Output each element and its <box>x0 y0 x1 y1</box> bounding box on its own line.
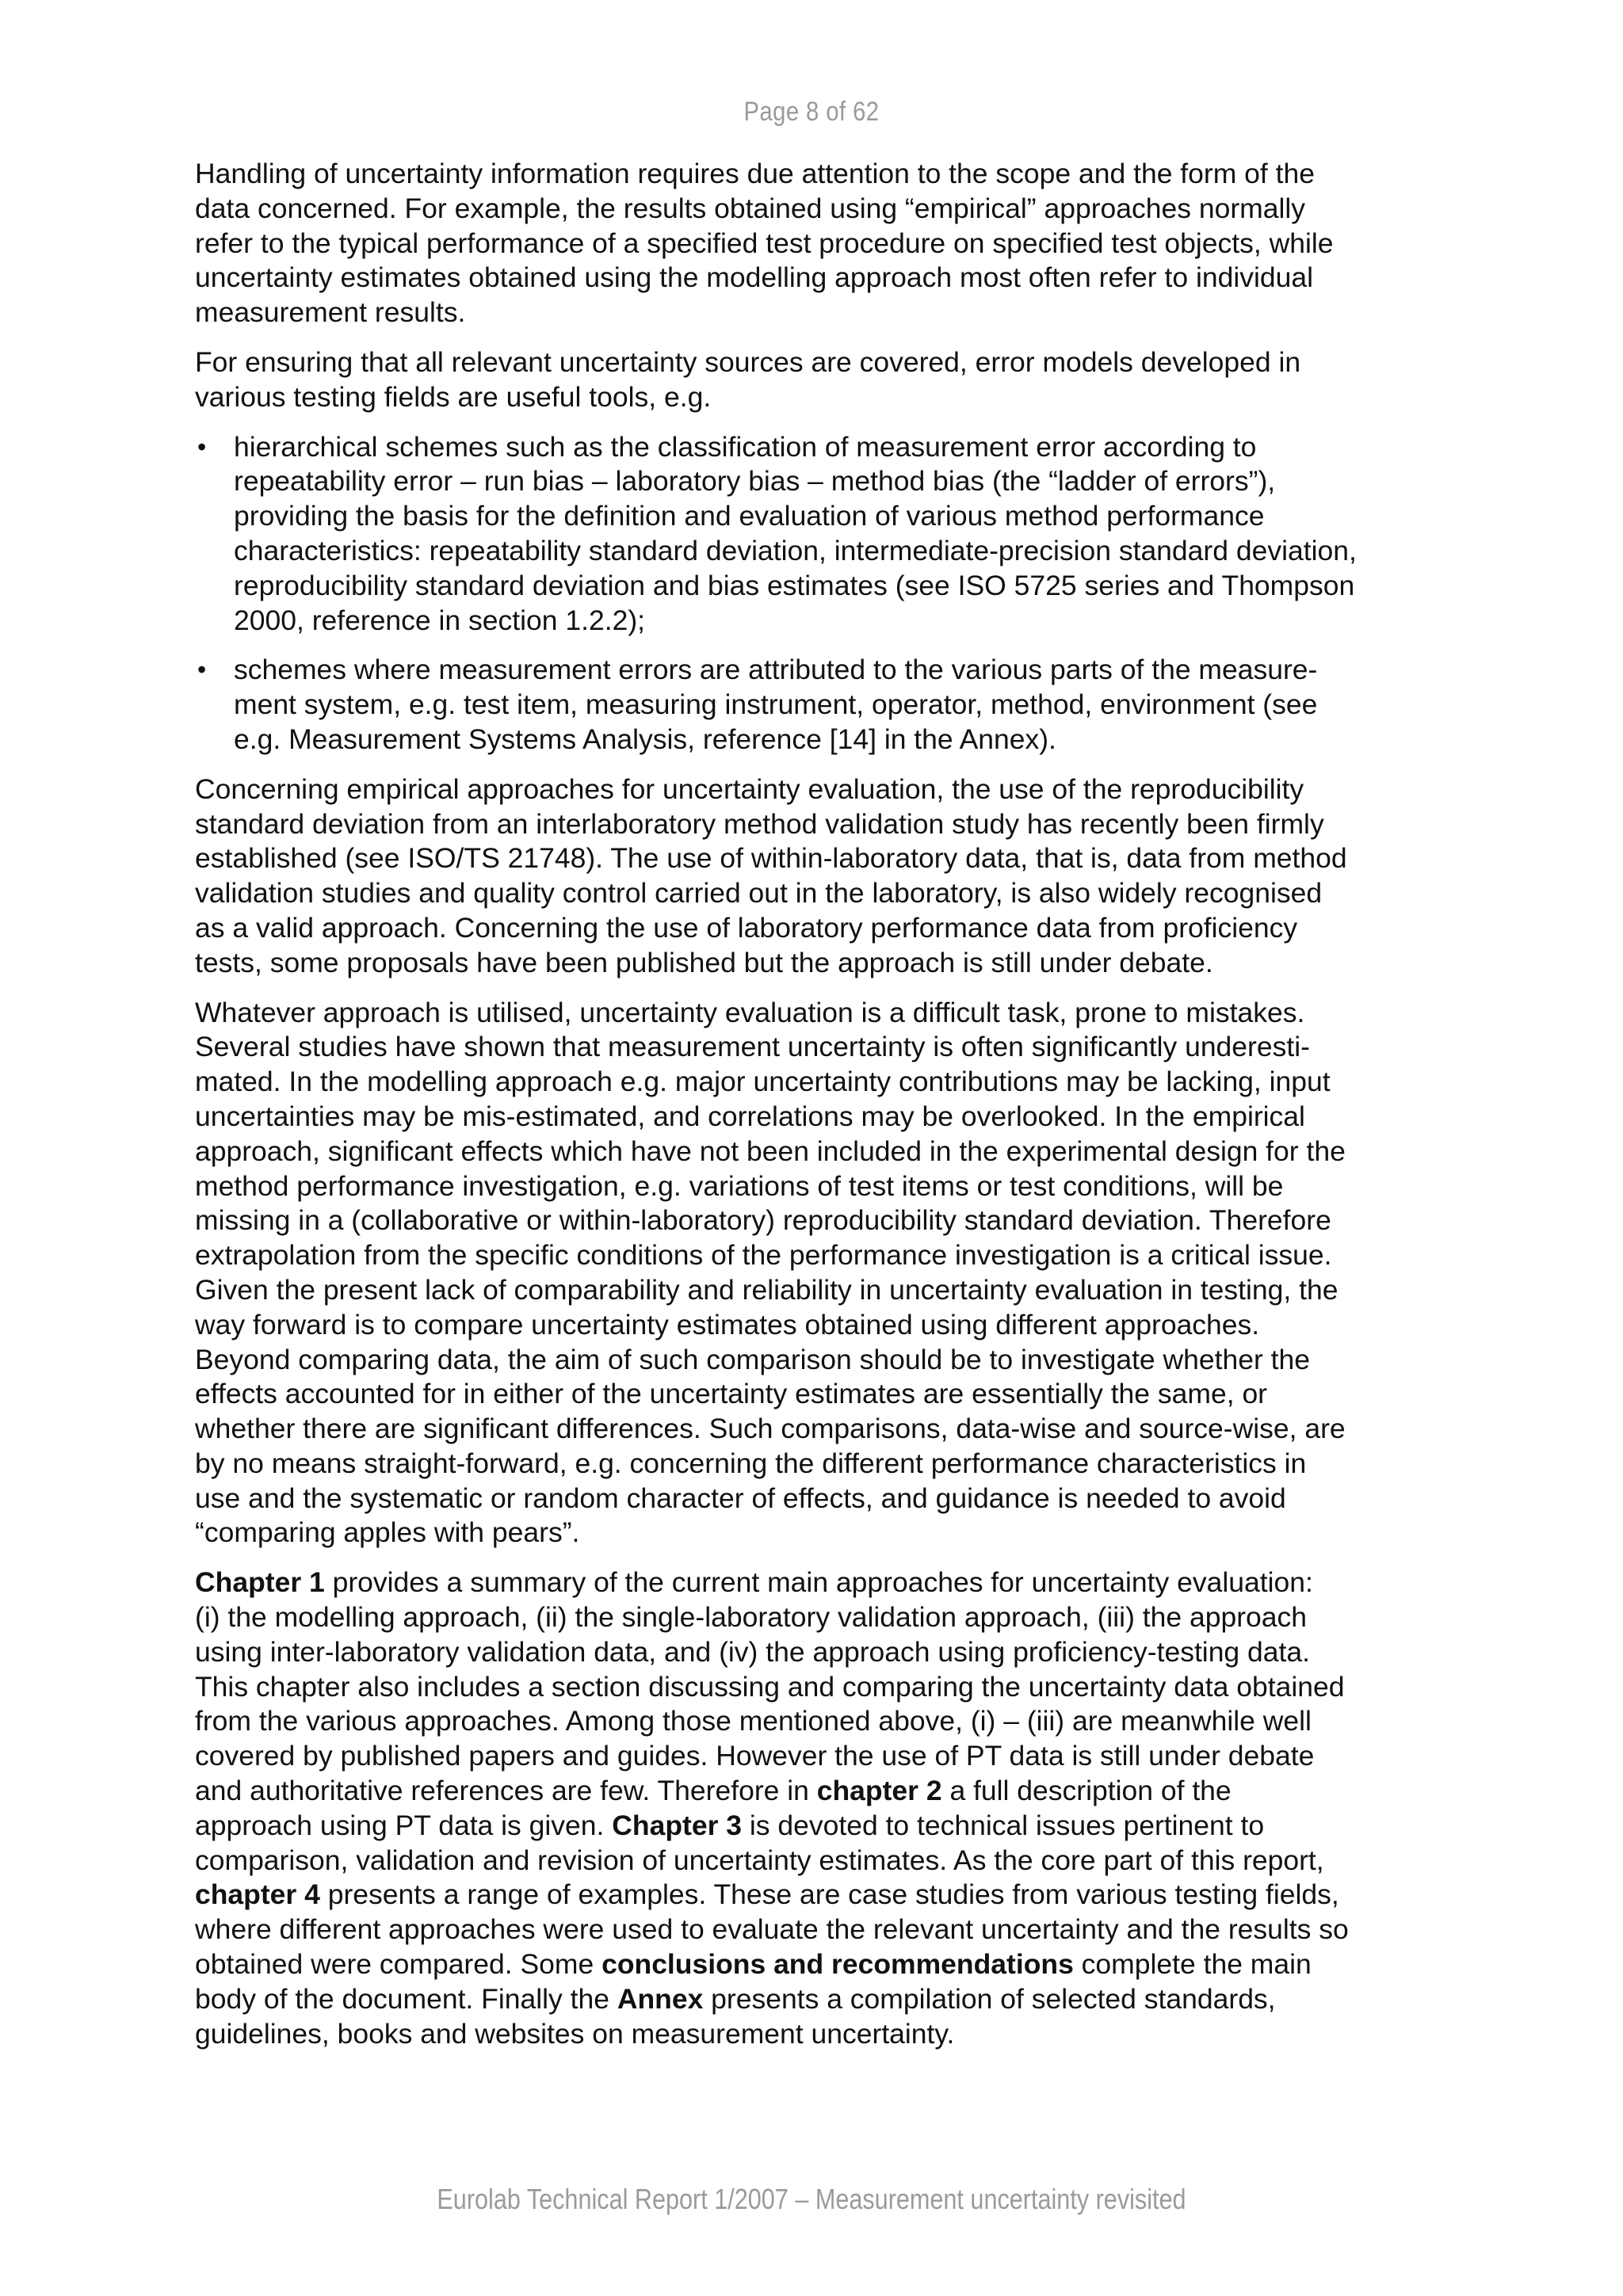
text-line: Handling of uncertainty information requires due attention to the scope and the form of the <box>195 158 1315 189</box>
chapter-4-label: chapter 4 <box>195 1878 320 1911</box>
text-run: obtained were compared. Some <box>195 1948 602 1981</box>
text-line: using inter-laboratory validation data, and (iv) the approach using proficiency-testing data. <box>195 1635 1310 1668</box>
text-run: approach using PT data is given. <box>195 1809 613 1841</box>
text-run: provides a summary of the current main approaches for uncertainty evaluation: <box>324 1566 1313 1599</box>
text-line: effects accounted for in either of the uncertainty estimates are essentially the same, or <box>195 1378 1268 1410</box>
text-line: approach, significant effects which have not been included in the experimental design for the <box>195 1135 1346 1167</box>
text-line: refer to the typical performance of a specified test procedure on specified test objects, while <box>195 227 1334 259</box>
text-run: presents a range of examples. These are case studies from various testing fields, <box>319 1878 1339 1911</box>
text-line: For ensuring that all relevant uncertainty sources are covered, error models developed in <box>195 345 1301 378</box>
text-line: Beyond comparing data, the aim of such comparison should be to investigate whether the <box>195 1343 1311 1375</box>
text-run: is devoted to technical issues pertinent to <box>742 1809 1265 1841</box>
chapter-1-label: Chapter 1 <box>195 1566 325 1599</box>
text-line: This chapter also includes a section discussing and comparing the uncertainty data obtained <box>195 1670 1345 1703</box>
text-line: various testing fields are useful tools, e.g. <box>195 380 712 413</box>
text-line: 2000, reference in section 1.2.2); <box>234 604 646 636</box>
paragraph-evaluation-difficulty <box>195 996 1451 1551</box>
text-line: established (see ISO/TS 21748). The use of within-laboratory data, that is, data from method <box>195 842 1347 875</box>
text-run: a full description of the <box>941 1775 1232 1807</box>
text-line: uncertainty estimates obtained using the modelling approach most often refer to individual <box>195 261 1313 294</box>
body-text <box>195 157 1451 2066</box>
text-line: where different approaches were used to evaluate the relevant uncertainty and the results so <box>195 1913 1349 1946</box>
text-line: Several studies have shown that measurement uncertainty is often significantly underesti- <box>195 1031 1310 1063</box>
text-line: hierarchical schemes such as the classification of measurement error according to <box>234 430 1257 463</box>
text-line: standard deviation from an interlaboratory method validation study has recently been firmly <box>195 807 1324 840</box>
page-number: Page 8 of 62 <box>743 97 880 127</box>
bullet-icon: • <box>197 432 207 461</box>
text-line: data concerned. For example, the results obtained using “empirical” approaches normally <box>195 192 1306 224</box>
text-line: Whatever approach is utilised, uncertainty evaluation is a difficult task, prone to mistakes. <box>195 996 1305 1028</box>
text-line: measurement results. <box>195 296 466 329</box>
paragraph-empirical-approaches <box>195 772 1451 981</box>
text-line: Given the present lack of comparability and reliability in uncertainty evaluation in testing, the <box>195 1273 1338 1306</box>
chapter-3-label: Chapter 3 <box>612 1809 743 1841</box>
paragraph-error-models <box>195 345 1451 415</box>
text-line: uncertainties may be mis-estimated, and correlations may be overlooked. In the empirical <box>195 1100 1305 1132</box>
text-line: comparison, validation and revision of uncertainty estimates. As the core part of this report, <box>195 1844 1324 1876</box>
text-line: method performance investigation, e.g. variations of test items or test conditions, will be <box>195 1169 1284 1202</box>
text-line: tests, some proposals have been published but the approach is still under debate. <box>195 946 1213 978</box>
text-line: use and the systematic or random character of effects, and guidance is needed to avoid <box>195 1482 1286 1514</box>
text-line: “comparing apples with pears”. <box>195 1516 580 1549</box>
page-footer <box>0 2183 1623 2216</box>
text-line: by no means straight-forward, e.g. concerning the different performance characteristics in <box>195 1447 1307 1479</box>
text-run: body of the document. Finally the <box>195 1982 617 2015</box>
text-line: reproducibility standard deviation and bias estimates (see ISO 5725 series and Thompson <box>234 569 1355 601</box>
text-line: whether there are significant differences. Such comparisons, data-wise and source-wise, are <box>195 1413 1346 1445</box>
text-run: and authoritative references are few. Therefore in <box>195 1775 817 1807</box>
text-line: mated. In the modelling approach e.g. major uncertainty contributions may be lacking, input <box>195 1066 1331 1098</box>
paragraph-uncertainty-handling <box>195 157 1451 330</box>
list-item-measurement-system-schemes <box>195 653 1451 757</box>
error-model-list <box>195 430 1451 757</box>
text-line: as a valid approach. Concerning the use of laboratory performance data from proficiency <box>195 911 1298 944</box>
text-line: ment system, e.g. test item, measuring instrument, operator, method, environment (see <box>234 688 1318 721</box>
list-item-hierarchical-schemes <box>195 430 1451 639</box>
text-line: (i) the modelling approach, (ii) the single-laboratory validation approach, (iii) the approach <box>195 1601 1307 1634</box>
footer-text: Eurolab Technical Report 1/2007 – Measurement uncertainty revisited <box>437 2183 1186 2215</box>
text-line: characteristics: repeatability standard deviation, intermediate-precision standard deviation, <box>234 534 1357 566</box>
text-line: way forward is to compare uncertainty estimates obtained using different approaches. <box>195 1308 1260 1341</box>
chapter-2-label: chapter 2 <box>816 1775 942 1807</box>
text-line: schemes where measurement errors are attributed to the various parts of the measure- <box>234 654 1318 686</box>
text-line: validation studies and quality control carried out in the laboratory, is also widely recognised <box>195 877 1323 910</box>
text-line: e.g. Measurement Systems Analysis, reference [14] in the Annex). <box>234 723 1056 755</box>
text-run: presents a compilation of selected standards, <box>703 1982 1276 2015</box>
text-line: repeatability error – run bias – laboratory bias – method bias (the “ladder of errors”), <box>234 465 1276 498</box>
bullet-icon: • <box>197 655 207 685</box>
text-run: complete the main <box>1073 1948 1312 1981</box>
text-line: Concerning empirical approaches for uncertainty evaluation, the use of the reproducibility <box>195 772 1304 805</box>
text-line: missing in a (collaborative or within-laboratory) reproducibility standard deviation. Therefore <box>195 1204 1331 1237</box>
text-line: guidelines, books and websites on measurement uncertainty. <box>195 2017 955 2050</box>
text-line: from the various approaches. Among those mentioned above, (i) – (iii) are meanwhile well <box>195 1705 1312 1737</box>
text-line: providing the basis for the definition and evaluation of various method performance <box>234 500 1265 532</box>
text-line: extrapolation from the specific conditions of the performance investigation is a critical issue. <box>195 1239 1332 1272</box>
paragraph-chapter-overview <box>195 1566 1451 2051</box>
conclusions-label: conclusions and recommendations <box>601 1948 1074 1981</box>
annex-label: Annex <box>617 1982 704 2015</box>
text-line: covered by published papers and guides. However the use of PT data is still under debate <box>195 1740 1315 1772</box>
